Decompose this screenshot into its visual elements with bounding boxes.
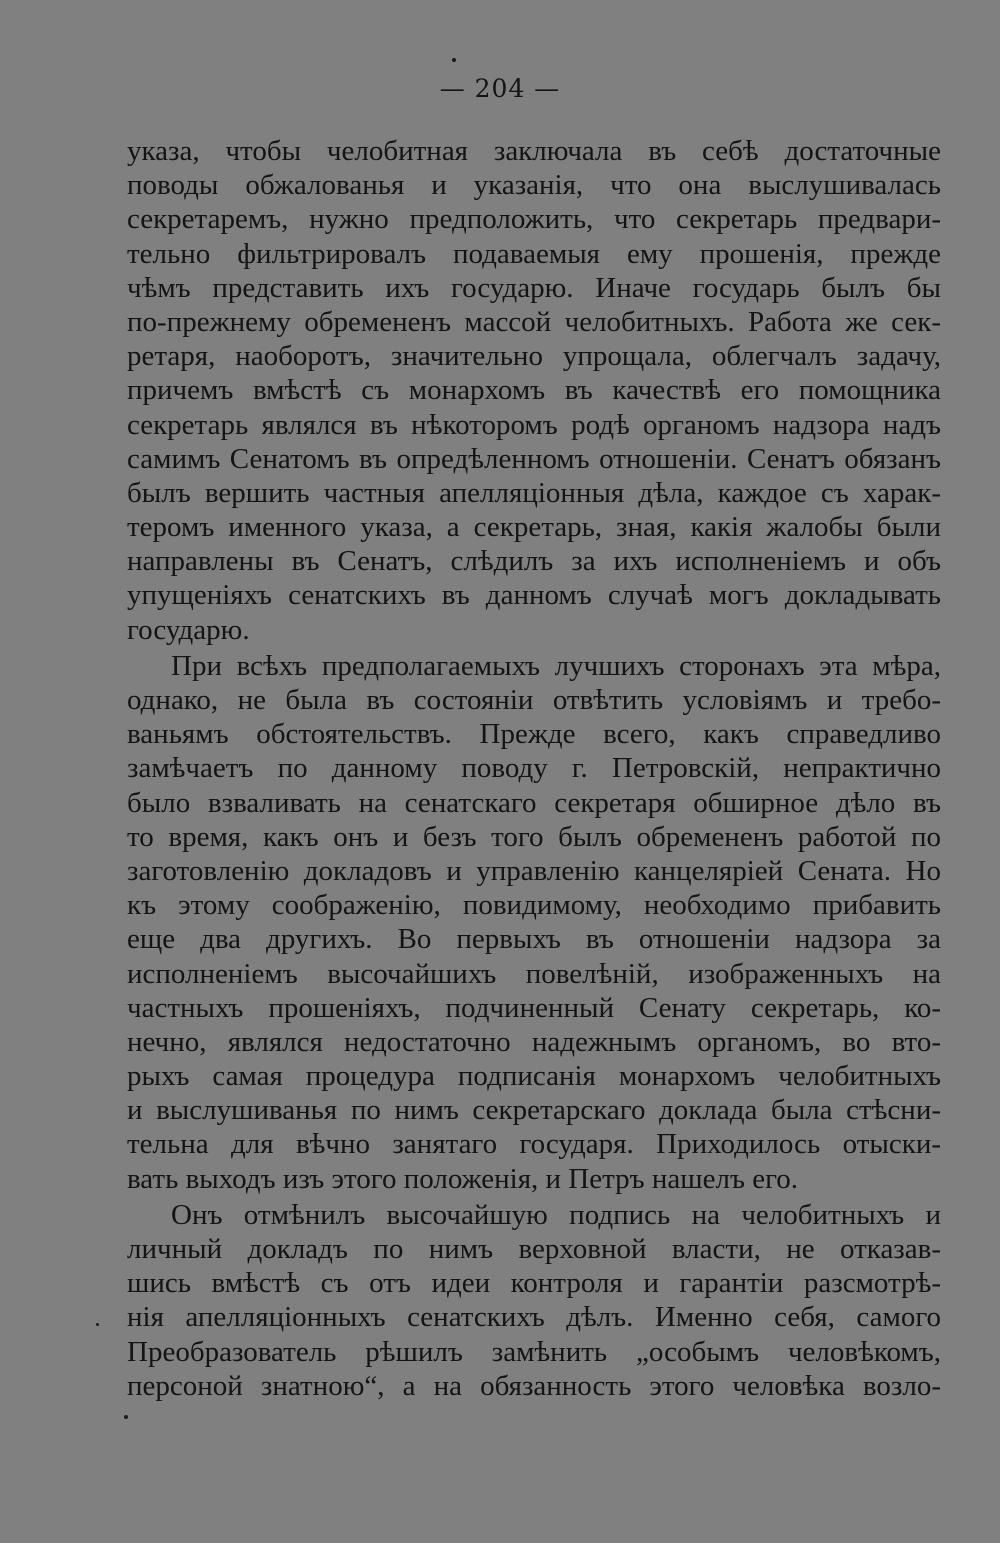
text-line: къ этому соображенію, повидимому, необходимо прибавить — [127, 889, 941, 922]
paragraph-1 — [127, 134, 941, 647]
text-line: ваньямъ обстоятельствъ. Прежде всего, какъ справедливо — [127, 718, 941, 751]
text-line: было взваливать на сенатскаго секретаря обширное дѣло въ — [127, 786, 941, 819]
page-number: — 204 — — [439, 74, 561, 103]
text-line: нія апелляціонныхъ сенатскихъ дѣлъ. Именно себя, самого — [127, 1301, 941, 1334]
text-line: чѣмъ представить ихъ государю. Иначе государь былъ бы — [127, 271, 941, 304]
text-line: замѣчаетъ по данному поводу г. Петровскій, непрактично — [127, 752, 941, 785]
scan-speck — [452, 58, 456, 62]
text-line: Онъ отмѣнилъ высочайшую подпись на челобитныхъ и — [171, 1198, 941, 1231]
text-line: персоной знатною“, а на обязанность этого человѣка возло- — [127, 1369, 941, 1402]
text-line: нечно, являлся недостаточно надежнымъ органомъ, во вто- — [127, 1025, 941, 1058]
text-line: однако, не была въ состояніи отвѣтить условіямъ и требо- — [127, 684, 941, 716]
text-line: ретаря, наоборотъ, значительно упрощала, облегчалъ задачу, — [127, 340, 941, 373]
text-line: шись вмѣстѣ съ отъ идеи контроля и гарантіи разсмотрѣ- — [127, 1267, 941, 1300]
text-line: тельно фильтрировалъ подаваемыя ему прошенія, прежде — [127, 237, 941, 270]
text-line: по-прежнему обремененъ массой челобитныхъ. Работа же сек- — [127, 305, 941, 338]
scan-speck — [124, 1415, 128, 1419]
text-line: поводы обжалованья и указанія, что она выслушивалась — [127, 169, 941, 202]
text-line: тельна для вѣчно занятаго государя. Приходилось отыски- — [127, 1128, 941, 1161]
page-body — [127, 134, 941, 1403]
text-line: рыхъ самая процедура подписанія монархомъ челобитныхъ — [127, 1060, 941, 1093]
text-line: заготовленію докладовъ и управленію канцеляріей Сената. Но — [127, 854, 941, 887]
text-line: При всѣхъ предполагаемыхъ лучшихъ сторонахъ эта мѣра, — [171, 649, 941, 682]
text-line: еще два другихъ. Во первыхъ въ отношеніи надзора за — [127, 923, 941, 956]
text-line: самимъ Сенатомъ въ опредѣленномъ отношеніи. Сенатъ обязанъ — [127, 442, 941, 475]
text-line: исполненіемъ высочайшихъ повелѣній, изображенныхъ на — [127, 957, 941, 990]
scan-speck — [96, 1323, 99, 1326]
text-line: причемъ вмѣстѣ съ монархомъ въ качествѣ его помощника — [127, 374, 941, 407]
text-line: государю. — [127, 613, 250, 646]
text-line: вать выходъ изъ этого положенія, и Петръ нашелъ его. — [127, 1162, 798, 1195]
text-line: теромъ именного указа, а секретарь, зная, какія жалобы были — [127, 511, 941, 544]
text-line: Преобразователь рѣшилъ замѣнить „особымъ человѣкомъ, — [127, 1335, 941, 1368]
text-line: то время, какъ онъ и безъ того былъ обремененъ работой по — [127, 820, 941, 853]
text-line: направлены въ Сенатъ, слѣдилъ за ихъ исполненіемъ и объ — [127, 545, 941, 578]
paragraph-3 — [127, 1198, 941, 1403]
text-line: указа, чтобы челобитная заключала въ себѣ достаточные — [127, 135, 941, 167]
text-line: частныхъ прошеніяхъ, подчиненный Сенату секретарь, ко- — [127, 991, 941, 1024]
text-line: секретаремъ, нужно предположить, что секретарь предвари- — [127, 203, 941, 236]
text-line: личный докладъ по нимъ верховной власти, не отказав- — [127, 1233, 941, 1265]
paragraph-2 — [127, 649, 941, 1196]
text-line: и выслушиванья по нимъ секретарскаго доклада была стѣсни- — [127, 1094, 941, 1127]
text-line: упущеніяхъ сенатскихъ въ данномъ случаѣ могъ докладывать — [127, 579, 941, 612]
text-line: секретарь являлся въ нѣкоторомъ родѣ органомъ надзора надъ — [127, 408, 941, 441]
text-line: былъ вершить частныя апелляціонныя дѣла, каждое съ харак- — [127, 476, 941, 509]
